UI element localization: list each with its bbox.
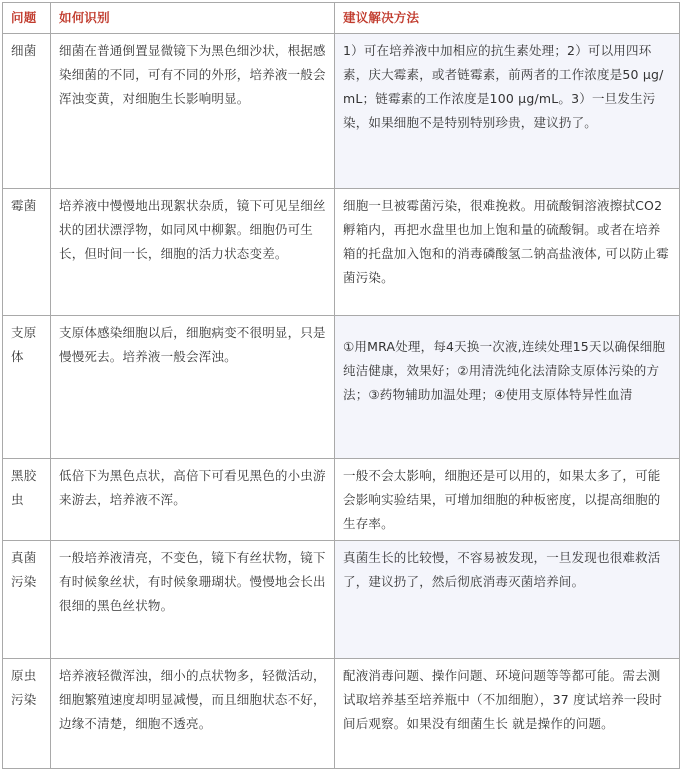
table-row (3, 316, 680, 459)
header-identify: 如何识别 (51, 3, 335, 34)
row-identify: 低倍下为黑色点状，高倍下可看见黑色的小虫游来游去，培养液不浑。 (51, 459, 335, 541)
row-solution (335, 316, 680, 459)
table-row (3, 659, 680, 769)
table-row (3, 459, 680, 541)
row-solution-text: ①用MRA处理，每4天换一次液,连续处理15天以确保细胞纯洁健康，效果好；②用清洗纯化法清除支原体污染的方法；③药物辅助加温处理；④使用支原体特异性血清 (343, 339, 666, 402)
row-name-fungi: 真菌污染 (3, 541, 51, 659)
table-header (3, 3, 680, 34)
row-identify: 细菌在普通倒置显微镜下为黑色细沙状，根据感染细菌的不同，可有不同的外形，培养液一般会浑浊变黄，对细胞生长影响明显。 (51, 34, 335, 189)
row-solution: 真菌生长的比较慢，不容易被发现，一旦发现也很难救活了，建议扔了，然后彻底消毒灭菌培养间。 (335, 541, 680, 659)
header-problem: 问题 (3, 3, 51, 34)
header-solution: 建议解决方法 (335, 3, 680, 34)
row-identify: 培养液中慢慢地出现絮状杂质，镜下可见呈细丝状的团状漂浮物，如同风中柳絮。细胞仍可生长，但时间一长，细胞的活力状态变差。 (51, 189, 335, 316)
table-row (3, 34, 680, 189)
row-name-bacteria: 细菌 (3, 34, 51, 189)
row-solution: 1）可在培养液中加相应的抗生素处理；2）可以用四环素，庆大霉素，或者链霉素，前两者的工作浓度是50 μg/mL；链霉素的工作浓度是100 μg/mL。3）一旦发生污染，如果细胞不是特别特别珍贵，建议扔了。 (335, 34, 680, 189)
row-solution: 细胞一旦被霉菌污染，很难挽救。用硫酸铜溶液擦拭CO2 孵箱内，再把水盘里也加上饱和量的硫酸铜。或者在培养箱的托盘加入饱和的消毒磷酸氢二钠高盐液体, 可以防止霉菌污染。 (335, 189, 680, 316)
row-identify: 一般培养液清亮，不变色，镜下有丝状物，镜下有时候象丝状，有时候象珊瑚状。慢慢地会长出很细的黑色丝状物。 (51, 541, 335, 659)
row-solution: 配液消毒问题、操作问题、环境问题等等都可能。需去测试取培养基至培养瓶中（不加细胞），37 度试培养一段时间后观察。如果没有细菌生长 就是操作的问题。 (335, 659, 680, 769)
row-identify: 支原体感染细胞以后，细胞病变不很明显，只是慢慢死去。培养液一般会浑浊。 (51, 316, 335, 459)
row-name-black-worm: 黑胶虫 (3, 459, 51, 541)
table-row (3, 541, 680, 659)
contamination-table (2, 2, 680, 769)
row-name-mold: 霉菌 (3, 189, 51, 316)
table-row (3, 189, 680, 316)
row-identify: 培养液轻微浑浊，细小的点状物多，轻微活动，细胞繁殖速度却明显减慢，而且细胞状态不好，边缘不清楚，细胞不透亮。 (51, 659, 335, 769)
row-name-protozoa: 原虫污染 (3, 659, 51, 769)
row-solution: 一般不会太影响，细胞还是可以用的，如果太多了，可能会影响实验结果，可增加细胞的种板密度，以提高细胞的生存率。 (335, 459, 680, 541)
row-name-mycoplasma: 支原体 (3, 316, 51, 459)
